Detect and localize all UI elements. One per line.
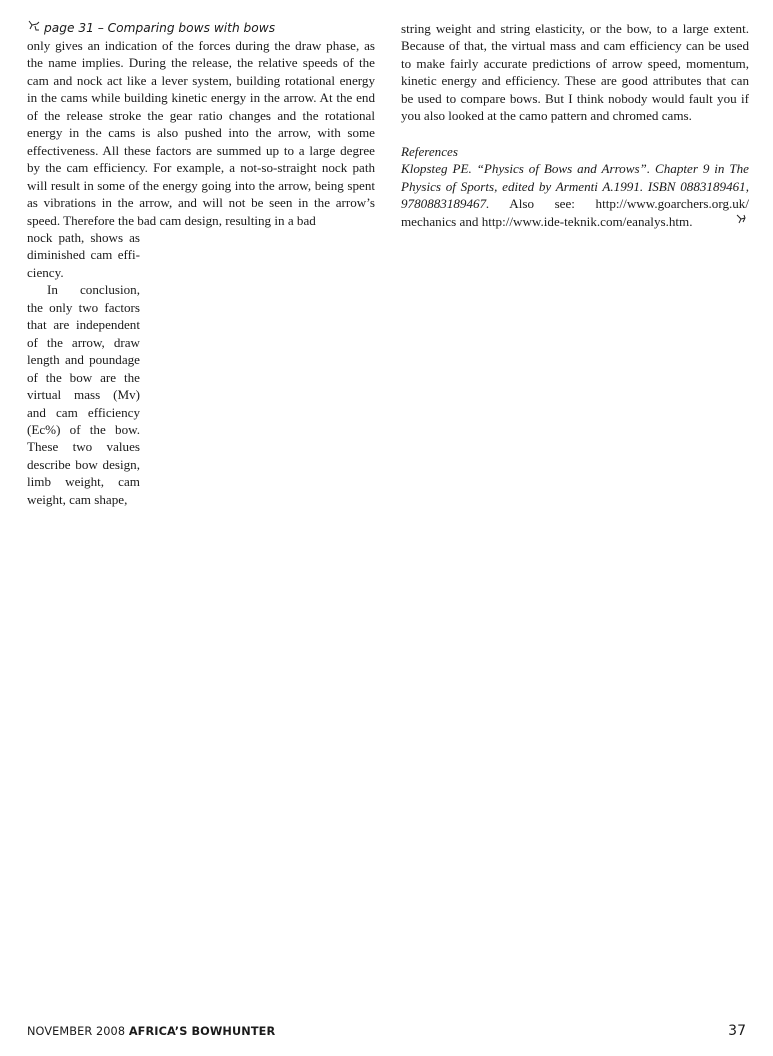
left-paragraph-narrow-2: In conclusion, the only two factors that are independent of the arrow, draw length and poundage of the bow are the virtual mass (Mv) and cam efficiency (Ec%) of the bow. These two values describe bow design, limb weight, cam weight, cam shape,: [27, 282, 140, 507]
continued-text: page 31 – Comparing bows with bows: [44, 21, 276, 35]
right-paragraph: string weight and string elasticity, or the bow, to a large extent. Because of that, the virtual mass and cam efficiency can be used to make fairly accurate predictions of arrow speed, momentum, kinetic energy and efficiency. These are good attributes that can be used to compare bows. But I think nobody would fault you if you also looked at the camo pattern and chromed cams.: [401, 21, 749, 124]
page-footer: [27, 1025, 746, 1041]
reference-citation: Klopsteg PE. “Physics of Bows and Arrows”. Chapter 9 in The Physics of Sports, edited by Armenti A.1991. ISBN 0883189461, 9780883189467.: [401, 161, 749, 212]
left-paragraph-narrow-1: nock path, shows as diminished cam effi-ciency.: [27, 229, 140, 280]
continued-from-line: [27, 20, 375, 37]
reference-links: Also see: http://www.goarchers.org.uk/ mechanics and http://www.ide-teknik.com/eanalys.htm.: [401, 196, 749, 229]
archer-icon: [27, 20, 41, 37]
footer-issue: NOVEMBER 2008: [27, 1025, 126, 1038]
footer-issue-line: [27, 1025, 275, 1038]
footer-magazine: AFRICA’S BOWHUNTER: [128, 1025, 276, 1038]
page-number: 37: [728, 1023, 746, 1039]
references-body: [401, 160, 749, 230]
right-column: [401, 20, 749, 230]
arrow-end-icon: [735, 213, 747, 230]
references-heading: References: [401, 143, 458, 159]
left-paragraph-wide: only gives an indication of the forces during the draw phase, as the name implies. During the release, the relative speeds of the cam and nock act like a lever system, building rotational energy in the cams while building kinetic energy in the arrow. At the end of the release stroke the gear ratio changes and the rotational energy in the cams is also pushed into the arrow, with some effectiveness. All these factors are summed up to a large degree by the cam efficiency. For example, a not-so-straight nock path will result in some of the energy going into the arrow, being spent as vibrations in the arrow, and will not be seen in the arrow’s speed. Therefore the bad cam design, resulting in a bad: [27, 38, 375, 228]
left-column: [27, 20, 375, 508]
